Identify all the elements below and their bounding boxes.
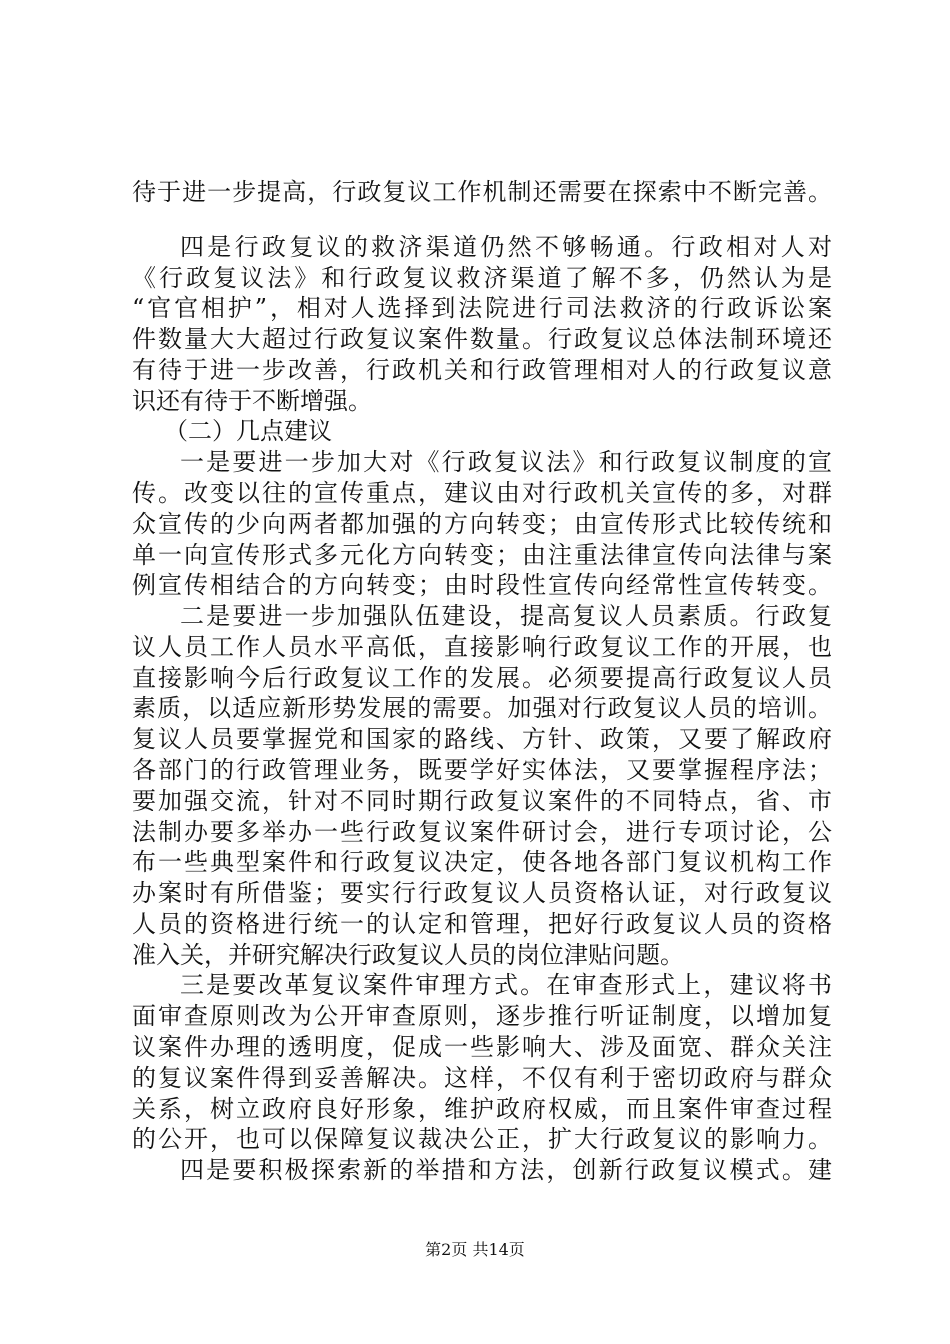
text-line: 面审查原则改为公开审查原则，逐步推行听证制度，以增加复 (132, 1002, 832, 1030)
section-heading: （二）几点建议 (164, 417, 332, 445)
text-line: 议案件办理的透明度，促成一些影响大、涉及面宽、群众关注 (132, 1033, 832, 1061)
text-line: 要加强交流，针对不同时期行政复议案件的不同特点，省、市 (132, 787, 832, 815)
text-line: 布一些典型案件和行政复议决定，使各地各部门复议机构工作 (132, 848, 832, 876)
text-line: 的复议案件得到妥善解决。这样，不仅有利于密切政府与群众 (132, 1064, 832, 1092)
text-line: 复议人员要掌握党和国家的路线、方针、政策，又要了解政府 (132, 725, 832, 753)
paragraph-first-line: 三是要改革复议案件审理方式。在审查形式上，建议将书 (180, 971, 832, 999)
text-line: 有待于进一步改善，行政机关和行政管理相对人的行政复议意 (132, 356, 832, 384)
text-line: 件数量大大超过行政复议案件数量。行政复议总体法制环境还 (132, 325, 832, 353)
text-line: 的公开，也可以保障复议裁决公正，扩大行政复议的影响力。 (132, 1125, 832, 1153)
text-line: 准入关，并研究解决行政复议人员的岗位津贴问题。 (132, 941, 684, 969)
text-line: 待于进一步提高，行政复议工作机制还需要在探索中不断完善。 (132, 178, 832, 206)
text-line: 众宣传的少向两者都加强的方向转变；由宣传形式比较传统和 (132, 510, 832, 538)
paragraph-first-line: 四是行政复议的救济渠道仍然不够畅通。行政相对人对 (180, 233, 832, 261)
text-line: 例宣传相结合的方向转变；由时段性宣传向经常性宣传转变。 (132, 571, 832, 599)
paragraph-first-line: 四是要积极探索新的举措和方法，创新行政复议模式。建 (180, 1156, 832, 1184)
text-line: 办案时有所借鉴；要实行行政复议人员资格认证，对行政复议 (132, 879, 832, 907)
text-line: 《行政复议法》和行政复议救济渠道了解不多，仍然认为是 (132, 264, 832, 292)
text-line: 人员的资格进行统一的认定和管理，把好行政复议人员的资格 (132, 910, 832, 938)
text-line: 议人员工作人员水平高低，直接影响行政复议工作的开展，也 (132, 633, 832, 661)
page-number-footer: 第2页 共14页 (425, 1240, 525, 1259)
paragraph-first-line: 二是要进一步加强队伍建设，提高复议人员素质。行政复 (180, 602, 832, 630)
text-line: 直接影响今后行政复议工作的发展。必须要提高行政复议人员 (132, 664, 832, 692)
text-line: 传。改变以往的宣传重点，建议由对行政机关宣传的多，对群 (132, 479, 832, 507)
text-line: 关系，树立政府良好形象，维护政府权威，而且案件审查过程 (132, 1095, 832, 1123)
paragraph-first-line: 一是要进一步加大对《行政复议法》和行政复议制度的宣 (180, 448, 832, 476)
text-line: “官官相护”，相对人选择到法院进行司法救济的行政诉讼案 (132, 294, 832, 322)
text-line: 素质，以适应新形势发展的需要。加强对行政复议人员的培训。 (132, 694, 832, 722)
text-line: 识还有待于不断增强。 (132, 387, 372, 415)
text-line: 法制办要多举办一些行政复议案件研讨会，进行专项讨论，公 (132, 818, 832, 846)
text-line: 单一向宣传形式多元化方向转变；由注重法律宣传向法律与案 (132, 541, 832, 569)
text-line: 各部门的行政管理业务，既要学好实体法，又要掌握程序法； (132, 756, 832, 784)
